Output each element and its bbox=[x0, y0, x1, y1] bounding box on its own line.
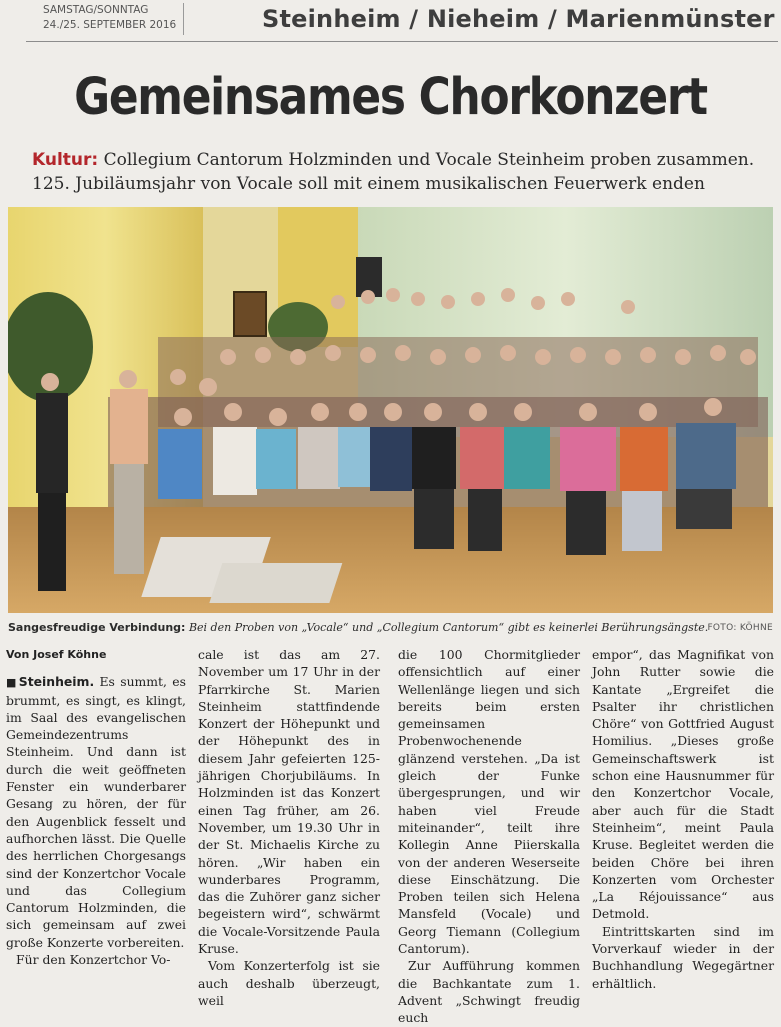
edition-title: Steinheim / Nieheim / Marienmünster bbox=[262, 5, 775, 33]
paragraph-6: Zur Aufführung kommen die Bachkantate zum 1. Advent „Schwingt freudig euch bbox=[398, 958, 580, 1026]
paragraph-1 bbox=[6, 673, 186, 951]
caption-text: Bei den Proben von „Vocale“ und „Collegium Cantorum“ gibt es keinerlei Berührungsängste. bbox=[188, 621, 709, 634]
paragraph-1-text: Es summt, es brummt, es singt, es klingt, im Saal des evangelischen Gemeindezentrums Steinheim. Und dann ist durch die weit geöffneten Fenster ein wunderbarer Gesang zu hören, der für den Augenblick fesselt und aufhorchen lässt. Die Quelle des herrlichen Chorgesangs sind der Konzertchor Vocale und das Collegium Cantorum Holzminden, die sich gemeinsam auf zwei große Konzerte vorbereiten. bbox=[6, 674, 186, 950]
kicker-label: Kultur: bbox=[32, 150, 99, 170]
page-header bbox=[0, 0, 781, 40]
choir-group-photo bbox=[8, 207, 773, 613]
issue-date-line2: 24./25. SEPTEMBER 2016 bbox=[43, 19, 177, 31]
dateline: ■ Steinheim. bbox=[6, 674, 94, 689]
paragraph-5: die 100 Chormitglieder offensichtlich auf einer Wellenlänge liegen und sich bereits beim ersten gemeinsamen Probenwochenende glänzend verstehen. „Da ist gleich der Funke übergesprungen, und wir haben viel Freude miteinander“, teilt ihre Kollegin Anne Piierskalla von der anderen Weserseite diese Einschätzung. Die Proben teilen sich Helena Mansfeld (Vocale) und Georg Tiemann (Collegium Cantorum). bbox=[398, 647, 580, 957]
wall-painting bbox=[234, 292, 266, 336]
paragraph-7: empor“, das Magnifikat von John Rutter sowie die Kantate „Ergreifet die Psalter ihr christlichen Chöre“ von Gottfried August Homilius. „Dieses große Gemeinschaftswerk ist schon eine Hausnummer für den Konzertchor Vocale, aber auch für die Stadt Steinheim“, meint Paula Kruse. Begleitet werden die beiden Chöre bei ihren Konzerten vom Orchester „La Réjouissance“ aus Detmold. bbox=[592, 647, 774, 922]
paragraph-3: cale ist das am 27. November um 17 Uhr in der Pfarrkirche St. Marien Steinheim stattfindende Konzert der Höhepunkt und der Höhepunkt des in diesem Jahr gefeierten 125-jährigen Chorjubiläums. In Holzminden ist das Konzert einen Tag früher, am 26. November, um 19.30 Uhr in der St. Michaelis Kirche zu hören. „Wir haben ein wunderbares Programm, das die Zuhörer ganz sicher begeistern wird“, schwärmt die Vocale-Vorsitzende Paula Kruse. bbox=[198, 647, 380, 957]
paragraph-8: Eintrittskarten sind im Vorverkauf wieder in der Buchhandlung Wegegärtner erhältlich. bbox=[592, 923, 774, 991]
subhead-line2: 125. Jubiläumsjahr von Vocale soll mit einem musikalischen Feuerwerk enden bbox=[32, 174, 705, 194]
byline: Von Josef Köhne bbox=[6, 648, 107, 661]
issue-date-line1: SAMSTAG/SONNTAG bbox=[43, 4, 149, 16]
issue-date bbox=[26, 3, 184, 35]
article-column-4 bbox=[592, 646, 774, 992]
article-column-3 bbox=[398, 646, 580, 1027]
headline: Gemeinsames Chorkonzert bbox=[74, 68, 707, 127]
subhead-line1: Collegium Cantorum Holzminden und Vocale Steinheim proben zusammen. bbox=[103, 150, 755, 170]
photo-caption bbox=[8, 620, 773, 636]
subheadline bbox=[32, 148, 781, 196]
photo-credit: FOTO: KÖHNE bbox=[707, 623, 773, 633]
article-column-1 bbox=[6, 646, 186, 968]
paper-on-table-2 bbox=[209, 563, 342, 603]
paragraph-2: Für den Konzertchor Vo- bbox=[16, 952, 171, 968]
header-divider bbox=[26, 41, 778, 42]
photo-illustration bbox=[8, 207, 773, 613]
article-column-2 bbox=[198, 646, 380, 1009]
paragraph-4: Vom Konzerterfolg ist sie auch deshalb überzeugt, weil bbox=[198, 958, 380, 1008]
caption-label: Sangesfreudige Verbindung: bbox=[8, 621, 186, 634]
article-body bbox=[0, 646, 781, 1026]
